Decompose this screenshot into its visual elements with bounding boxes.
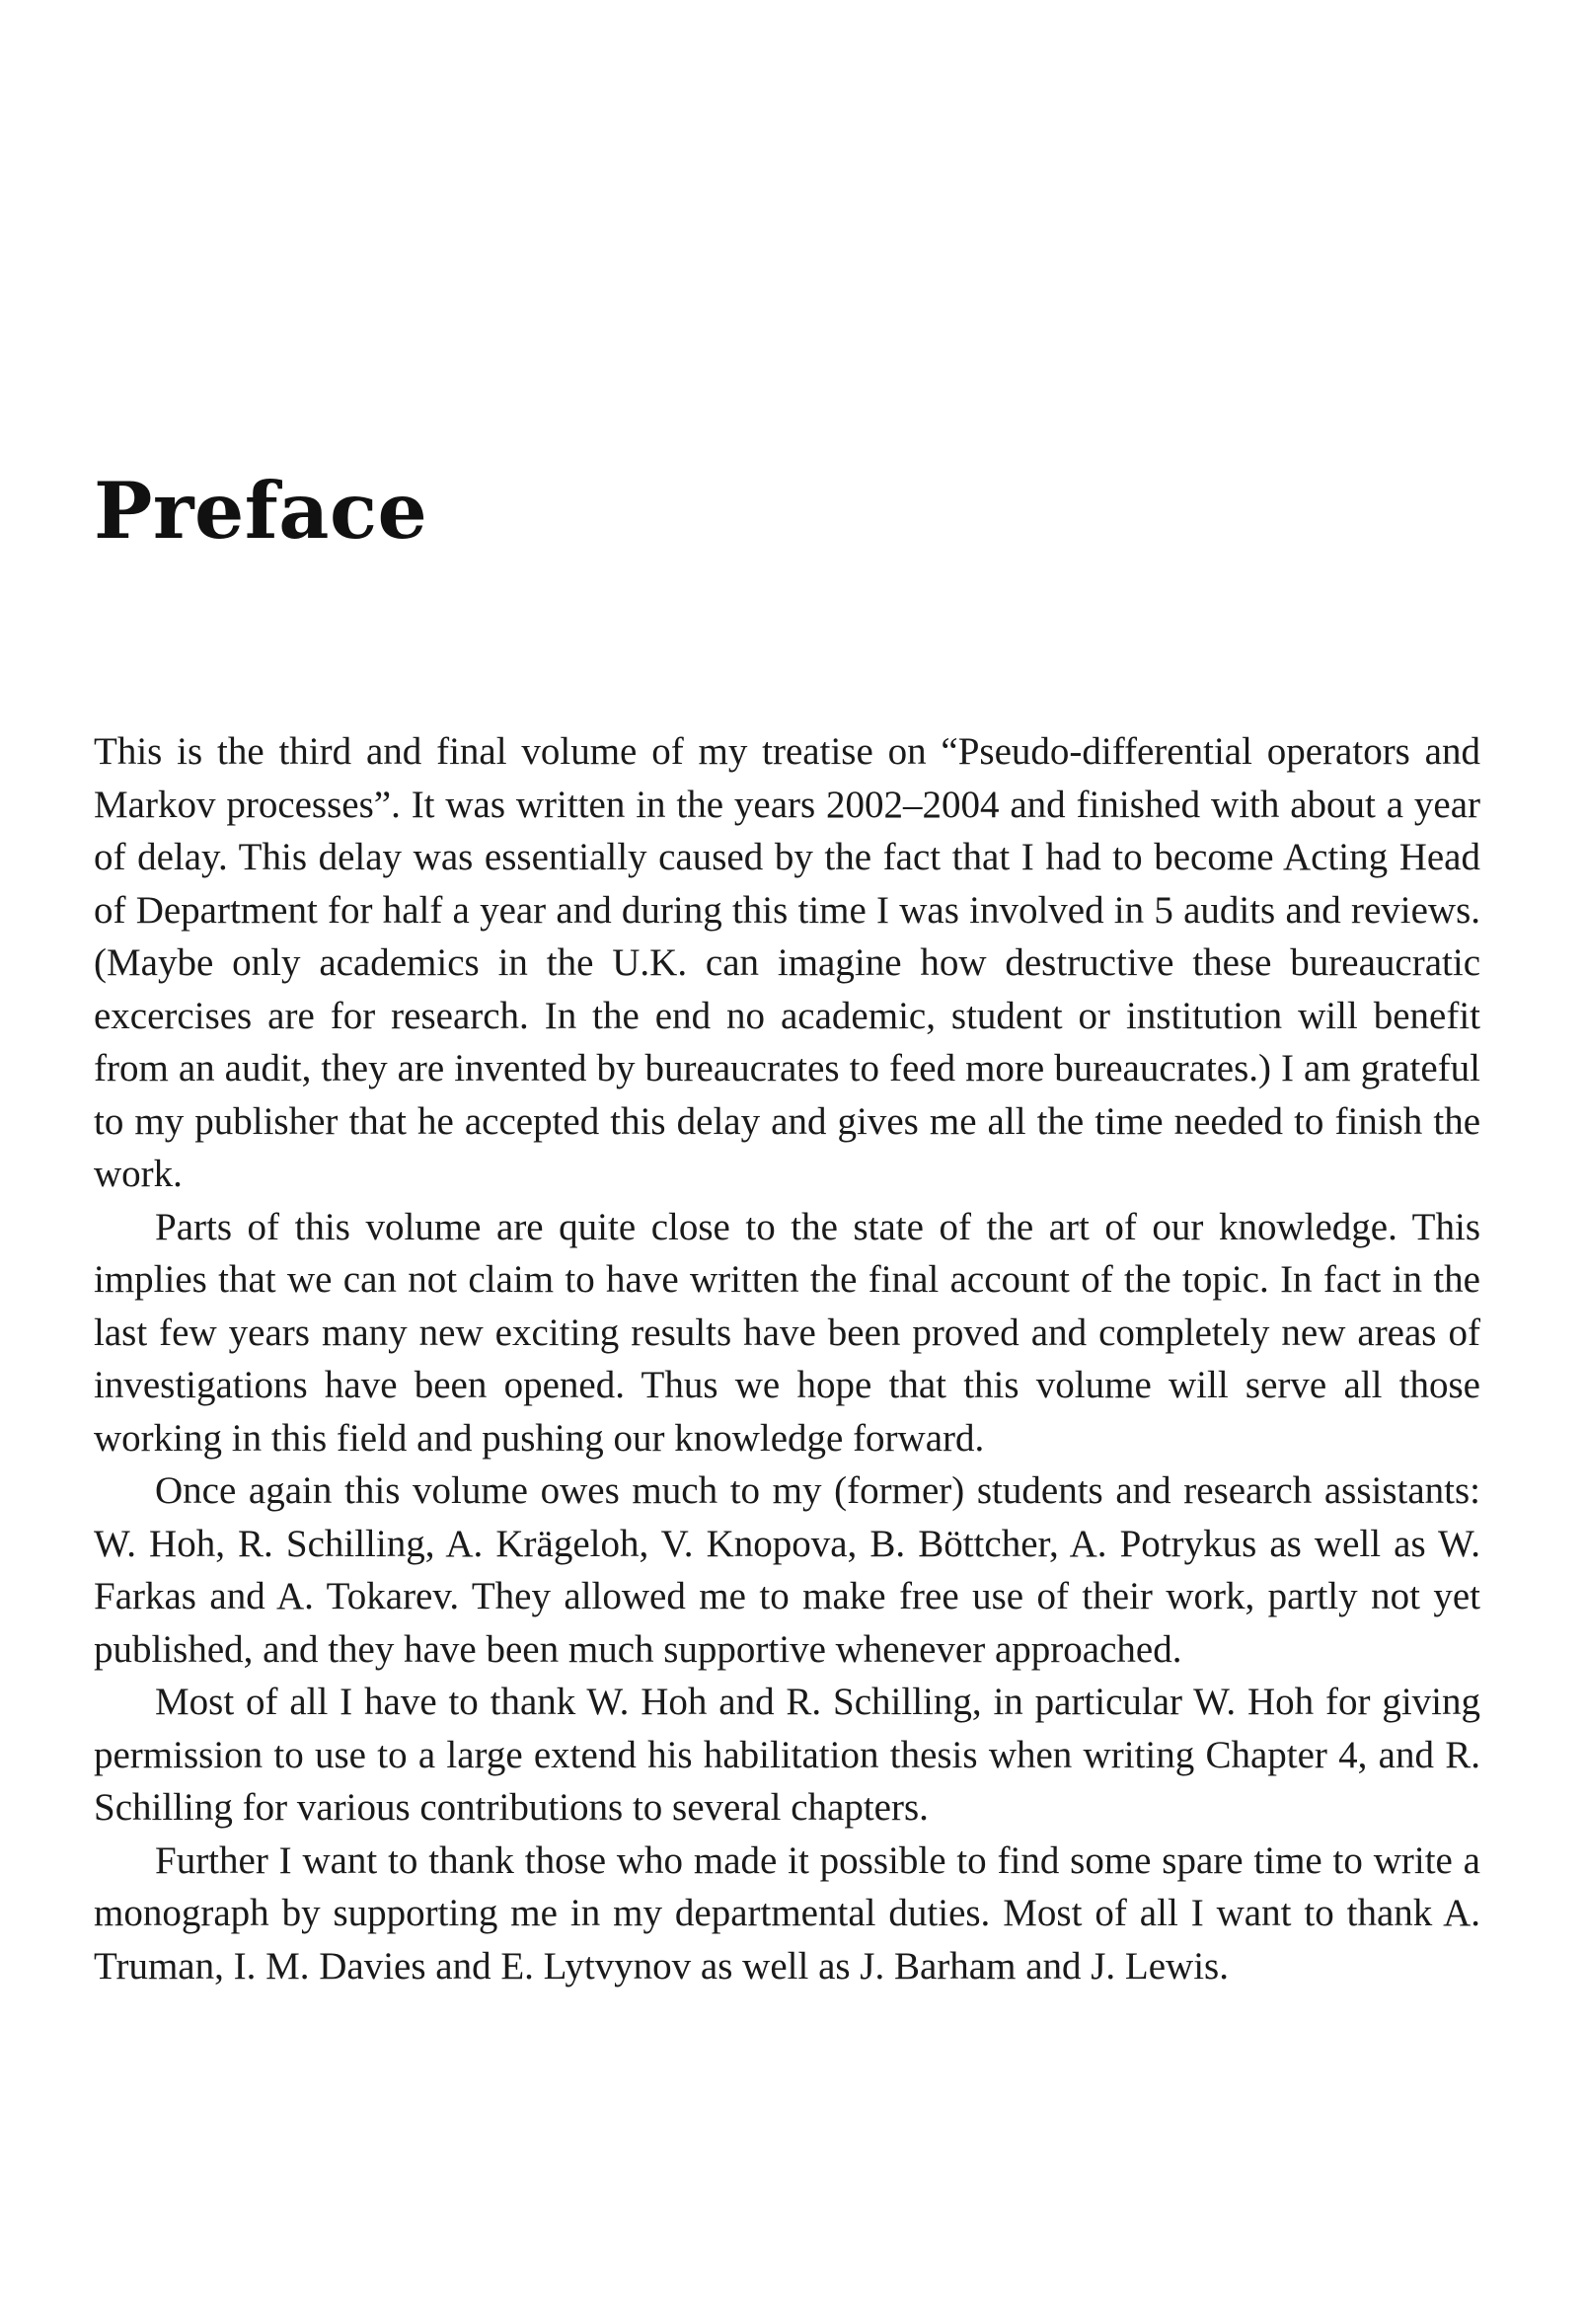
preface-body [94,725,1480,1992]
paragraph-1: This is the third and final volume of my treatise on “Pseudo-differential operators and Markov processes”. It was written in the years 2002–2004 and finished with about a year of delay. This delay was essentially caused by the fact that I had to become Acting Head of Department for half a year and during this time I was involved in 5 audits and reviews. (Maybe only academics in the U.K. can imagine how destructive these bureaucratic excercises are for research. In the end no academic, student or institution will benefit from an audit, they are invented by bureaucrates to feed more bureaucrates.) I am grateful to my publisher that he accepted this delay and gives me all the time needed to finish the work. [94,730,1480,1195]
page [94,0,1480,2324]
paragraph-4: Most of all I have to thank W. Hoh and R. Schilling, in particular W. Hoh for giving permission to use to a large extend his habilitation thesis when writing Chapter 4, and R. Schilling for various contributions to several chapters. [94,1681,1480,1829]
paragraph-5: Further I want to thank those who made it possible to find some spare time to write a monograph by supporting me in my departmental duties. Most of all I want to thank A. Truman, I. M. Davies and E. Lytvynov as well as J. Barham and J. Lewis. [94,1838,1480,1987]
page-title: Preface [94,465,428,557]
paragraph-3: Once again this volume owes much to my (former) students and research assistants: W. Hoh, R. Schilling, A. Krägeloh, V. Knopova, B. Böttcher, A. Potrykus as well as W. Farkas and A. Tokarev. They allowed me to make free use of their work, partly not yet published, and they have been much supportive whenever approached. [94,1469,1480,1671]
paragraph-2: Parts of this volume are quite close to the state of the art of our knowledge. This implies that we can not claim to have written the final account of the topic. In fact in the last few years many new exciting results have been proved and completely new areas of investigations have been opened. Thus we hope that this volume will serve all those working in this field and pushing our knowledge forward. [94,1205,1480,1460]
